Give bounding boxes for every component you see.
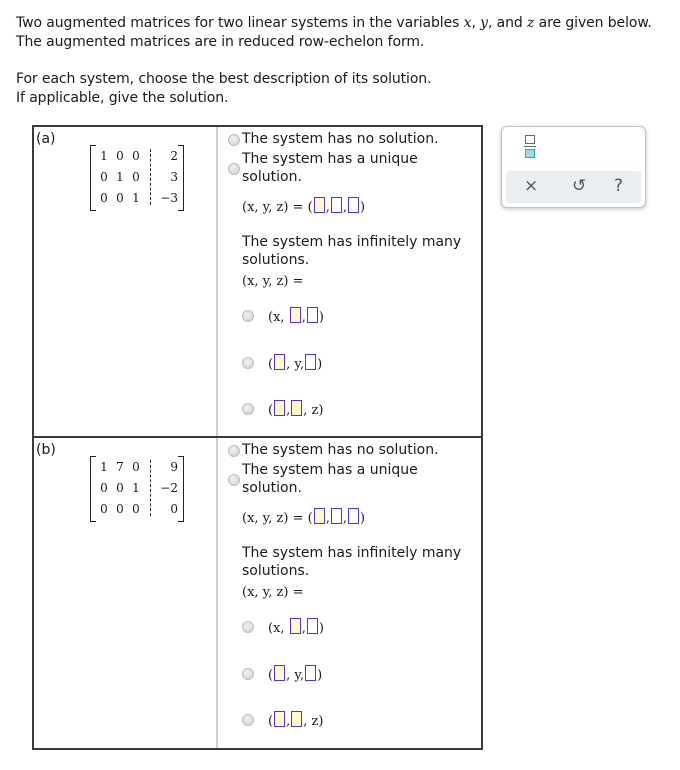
x-input[interactable] <box>314 508 325 524</box>
radio-button[interactable] <box>242 714 254 726</box>
z-input[interactable] <box>348 508 359 524</box>
x-input[interactable] <box>274 665 285 681</box>
part-b-param-z-option[interactable]: ( , , z) <box>242 711 323 729</box>
right-bracket <box>178 456 184 522</box>
left-bracket <box>90 145 96 211</box>
instructions <box>16 14 652 108</box>
part-a-row <box>34 127 481 438</box>
z-input[interactable] <box>305 354 316 370</box>
matrix-row: 1 0 0 2 <box>100 149 178 163</box>
math-input-toolbar <box>501 126 646 208</box>
part-b-unique-solution-input: (x, y, z) = ( , , ) <box>242 508 365 526</box>
part-a-unique-solution-input: (x, y, z) = ( , , ) <box>242 197 365 215</box>
fraction-icon[interactable] <box>524 135 536 158</box>
instructions-line-2: The augmented matrices are in reduced row-echelon form. <box>16 34 425 50</box>
part-a-infinite-eq-label: (x, y, z) = <box>242 274 304 289</box>
radio-button[interactable] <box>242 357 254 369</box>
right-bracket <box>178 145 184 211</box>
question-table <box>32 125 483 750</box>
z-input[interactable] <box>305 665 316 681</box>
radio-button[interactable] <box>228 134 240 146</box>
left-bracket <box>90 456 96 522</box>
part-b-options-cell: The system has no solution. The system has a unique solution. (x, y, z) = ( , , ) The system has infinitely many solutions. (x, y, z) = (x, , ) ( , y, ) ( , , z) <box>218 438 481 748</box>
radio-button[interactable] <box>242 621 254 633</box>
y-input[interactable] <box>331 508 342 524</box>
matrix-row: 0 1 0 3 <box>100 170 178 184</box>
y-input[interactable] <box>331 197 342 213</box>
part-b-param-x-option[interactable]: (x, , ) <box>242 618 324 636</box>
part-a-options-cell: The system has no solution. The system has a unique solution. (x, y, z) = ( , , ) The system has infinitely many solutions. (x, y, z) = (x, , ) ( , y, ) ( , , z) <box>218 127 481 436</box>
part-a-param-x-option[interactable]: (x, , ) <box>242 307 324 325</box>
part-b-infinite-eq-label: (x, y, z) = <box>242 585 304 600</box>
part-a-param-y-option[interactable]: ( , y, ) <box>242 354 322 372</box>
radio-button[interactable] <box>228 163 240 175</box>
part-b-param-y-option[interactable]: ( , y, ) <box>242 665 322 683</box>
x-input[interactable] <box>274 400 285 416</box>
x-input[interactable] <box>274 354 285 370</box>
part-a-param-z-option[interactable]: ( , , z) <box>242 400 323 418</box>
z-input[interactable] <box>307 618 318 634</box>
y-input[interactable] <box>290 307 301 323</box>
matrix-row: 0 0 1 −3 <box>100 191 178 205</box>
toolbar-actions <box>506 171 641 203</box>
y-input[interactable] <box>290 618 301 634</box>
help-button[interactable]: ? <box>614 176 624 196</box>
radio-button[interactable] <box>242 310 254 322</box>
x-input[interactable] <box>274 711 285 727</box>
instructions-line-3: For each system, choose the best description of its solution. <box>16 71 432 87</box>
clear-button[interactable]: × <box>524 176 539 196</box>
z-input[interactable] <box>307 307 318 323</box>
part-b-label: (b) <box>36 442 56 458</box>
radio-button[interactable] <box>228 474 240 486</box>
part-b-row <box>34 438 481 748</box>
instructions-line-1: Two augmented matrices for two linear systems in the variables x, y, and z are given below. <box>16 15 652 31</box>
y-input[interactable] <box>291 711 302 727</box>
part-a-matrix-cell <box>34 127 218 436</box>
matrix-row: 1 7 0 9 <box>100 460 178 474</box>
y-input[interactable] <box>291 400 302 416</box>
x-input[interactable] <box>314 197 325 213</box>
part-b-matrix-cell <box>34 438 218 748</box>
z-input[interactable] <box>348 197 359 213</box>
matrix-row: 0 0 0 0 <box>100 502 178 516</box>
radio-button[interactable] <box>242 403 254 415</box>
matrix-row: 0 0 1 −2 <box>100 481 178 495</box>
radio-button[interactable] <box>228 445 240 457</box>
instructions-line-4: If applicable, give the solution. <box>16 90 229 106</box>
part-b-augmented-matrix <box>90 454 184 520</box>
part-a-label: (a) <box>36 131 56 147</box>
radio-button[interactable] <box>242 668 254 680</box>
undo-button[interactable]: ↺ <box>572 176 587 196</box>
part-a-augmented-matrix <box>90 143 184 209</box>
